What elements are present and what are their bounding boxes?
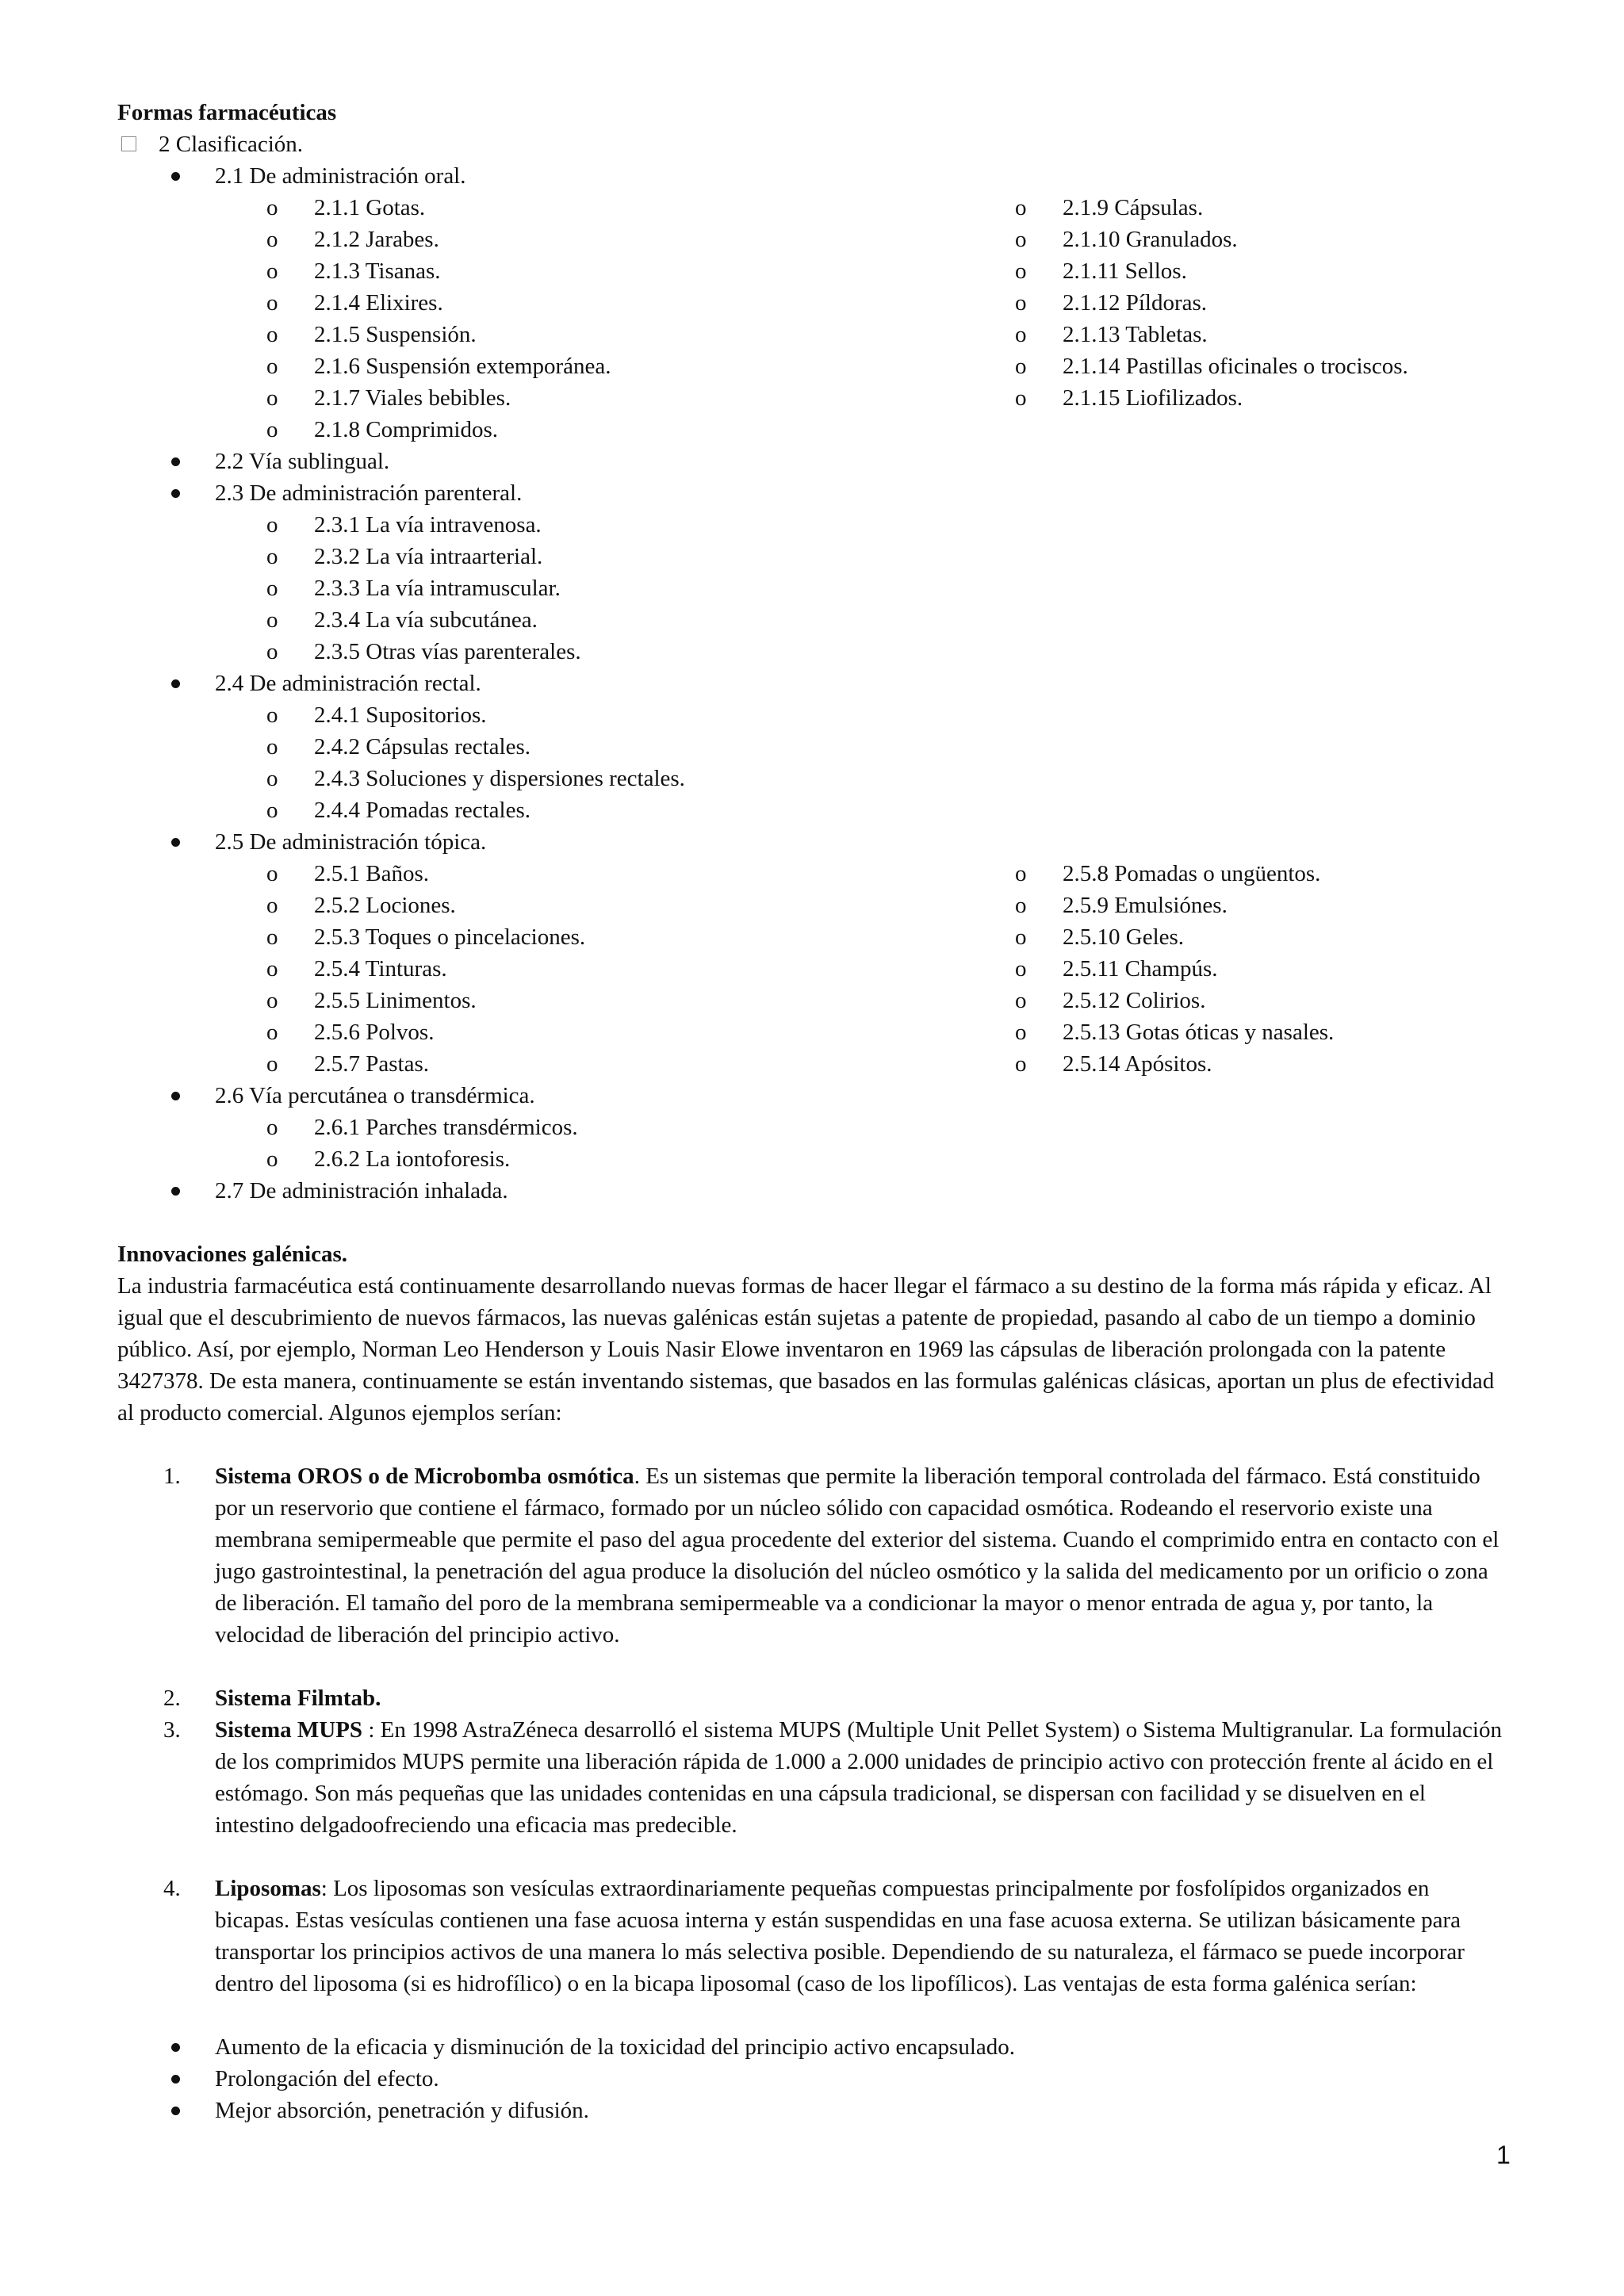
innovaciones-heading: Innovaciones galénicas. [117, 1242, 348, 1267]
circle-bullet-icon: o [266, 544, 278, 569]
list-item: 2.4.1 Supositorios. [314, 702, 487, 728]
list-item: 2.1.11 Sellos. [1063, 258, 1187, 284]
square-bullet-icon [121, 136, 136, 151]
list-item: 2.5.12 Colirios. [1063, 988, 1206, 1013]
list-item: 2.1.12 Píldoras. [1063, 290, 1208, 316]
list-item: 2.3.3 La vía intramuscular. [314, 576, 561, 601]
circle-bullet-icon: o [266, 1146, 278, 1172]
list-item: 2.1.13 Tabletas. [1063, 322, 1208, 347]
list-item: 2.5.6 Polvos. [314, 1020, 435, 1045]
circle-bullet-icon: o [266, 195, 278, 220]
circle-bullet-icon: o [266, 322, 278, 347]
transdermica-heading: 2.6 Vía percutánea o transdérmica. [215, 1083, 535, 1108]
circle-bullet-icon: o [266, 798, 278, 823]
circle-bullet-icon: o [266, 290, 278, 316]
list-item: 2.6.2 La iontoforesis. [314, 1146, 511, 1172]
innovaciones-intro: La industria farmacéutica está continuamente desarrollando nuevas formas de hacer llegar el fármaco a su destino de la forma más rápida y eficaz. Al igual que el descubrimiento de nuevos fármacos, las nuevas galénicas están sujetas a patente de propiedad, pasando al cabo de un tiempo a dominio público. Así, por ejemplo, Norman Leo Henderson y Louis Nasir Elowe inventaron en 1969 las cápsulas de liberación prolongada con la patente 3427378. De esta manera, continuamente se están inventando sistemas, que basados en las formulas galénicas clásicas, aportan un plus de efectividad al producto comercial. Algunos ejemplos serían: [117, 1273, 1495, 1425]
bullet-icon [171, 2107, 180, 2115]
circle-bullet-icon: o [266, 607, 278, 633]
circle-bullet-icon: o [266, 227, 278, 252]
ventaja-item: Aumento de la eficacia y disminución de la toxicidad del principio activo encapsulado. [215, 2034, 1016, 2060]
list-item: 2.1.4 Elixires. [314, 290, 443, 316]
list-item: 2.1.5 Suspensión. [314, 322, 477, 347]
list-item: 2.1.14 Pastillas oficinales o trociscos. [1063, 354, 1408, 379]
circle-bullet-icon: o [1015, 227, 1027, 252]
circle-bullet-icon: o [266, 1051, 278, 1077]
list-item: 2.1.3 Tisanas. [314, 258, 441, 284]
bullet-icon [171, 172, 180, 181]
list-item: 2.4.3 Soluciones y dispersiones rectales. [314, 766, 685, 791]
list-item: 2.1.8 Comprimidos. [314, 417, 499, 442]
circle-bullet-icon: o [1015, 322, 1027, 347]
circle-bullet-icon: o [266, 576, 278, 601]
circle-bullet-icon: o [1015, 1020, 1027, 1045]
bullet-icon [171, 838, 180, 847]
list-item: 2.5.3 Toques o pincelaciones. [314, 924, 586, 950]
list-item: 2.5.8 Pomadas o ungüentos. [1063, 861, 1321, 886]
innovation-name: Liposomas [215, 1876, 321, 1901]
circle-bullet-icon: o [266, 1020, 278, 1045]
bullet-icon [171, 489, 180, 498]
list-item: 2.5.11 Champús. [1063, 956, 1218, 982]
list-item: 2.3.4 La vía subcutánea. [314, 607, 538, 633]
innovation-name: Sistema MUPS [215, 1717, 363, 1743]
innovation-item-liposomas [215, 1873, 1507, 1999]
list-item: 2.5.1 Baños. [314, 861, 429, 886]
list-item: 2.3.5 Otras vías parenterales. [314, 639, 581, 664]
circle-bullet-icon: o [266, 385, 278, 411]
circle-bullet-icon: o [266, 766, 278, 791]
page-number: 1 [1496, 2141, 1511, 2169]
circle-bullet-icon: o [1015, 290, 1027, 316]
ventaja-item: Prolongación del efecto. [215, 2066, 439, 2091]
list-item: 2.4.2 Cápsulas rectales. [314, 734, 531, 760]
circle-bullet-icon: o [266, 512, 278, 538]
list-number: 1. [163, 1464, 181, 1489]
oral-heading: 2.1 De administración oral. [215, 163, 466, 189]
bullet-icon [171, 1092, 180, 1100]
list-item: 2.5.4 Tinturas. [314, 956, 447, 982]
circle-bullet-icon: o [266, 988, 278, 1013]
list-item: 2.5.9 Emulsiónes. [1063, 893, 1228, 918]
list-number: 3. [163, 1717, 181, 1743]
list-item: 2.1.7 Viales bebibles. [314, 385, 511, 411]
list-item: 2.4.4 Pomadas rectales. [314, 798, 531, 823]
list-item: 2.1.2 Jarabes. [314, 227, 439, 252]
innovation-description: . Es un sistemas que permite la liberación temporal controlada del fármaco. Está constituido por un reservorio que contiene el fármaco, formado por un núcleo sólido con capacidad osmótica. Rodeando el reservorio existe una membrana semipermeable que permite el paso del agua procedente del exterior del sistema. Cuando el comprimido entra en contacto con el jugo gastrointestinal, la penetración del agua produce la disolución del núcleo osmótico y la salida del medicamento por un orificio o zona de liberación. El tamaño del poro de la membrana semipermeable va a condicionar la mayor o menor entrada de agua y, por tanto, la velocidad de liberación del principio activo. [215, 1464, 1500, 1647]
rectal-heading: 2.4 De administración rectal. [215, 671, 481, 696]
circle-bullet-icon: o [266, 734, 278, 760]
list-item: 2.3.2 La vía intraarterial. [314, 544, 543, 569]
list-item: 2.5.13 Gotas óticas y nasales. [1063, 1020, 1335, 1045]
circle-bullet-icon: o [266, 861, 278, 886]
list-item: 2.5.7 Pastas. [314, 1051, 429, 1077]
circle-bullet-icon: o [1015, 258, 1027, 284]
list-item: 2.1.9 Cápsulas. [1063, 195, 1204, 220]
list-number: 4. [163, 1876, 181, 1901]
innovation-item-mups [215, 1714, 1507, 1841]
circle-bullet-icon: o [1015, 893, 1027, 918]
list-item: 2.1.6 Suspensión extemporánea. [314, 354, 611, 379]
circle-bullet-icon: o [1015, 354, 1027, 379]
circle-bullet-icon: o [1015, 861, 1027, 886]
topica-heading: 2.5 De administración tópica. [215, 829, 487, 855]
bullet-icon [171, 457, 180, 466]
circle-bullet-icon: o [1015, 1051, 1027, 1077]
sublingual-heading: 2.2 Vía sublingual. [215, 449, 390, 474]
innovation-description: : En 1998 AstraZéneca desarrolló el sistema MUPS (Multiple Unit Pellet System) o Sistema Multigranular. La formulación de los comprimidos MUPS permite una liberación rápida de 1.000 a 2.000 unidades de principio activo con protección frente al ácido en el estómago. Son más pequeñas que las unidades contenidas en una cápsula tradicional, se dispersan con facilidad y se disuelven en el intestino delgadoofreciendo una eficacia mas predecible. [215, 1717, 1502, 1838]
innovation-name: Sistema Filmtab. [215, 1686, 381, 1711]
innovation-item-oros [215, 1460, 1507, 1651]
circle-bullet-icon: o [1015, 956, 1027, 982]
list-item: 2.5.2 Lociones. [314, 893, 456, 918]
clasificacion-heading: 2 Clasificación. [159, 132, 304, 157]
bullet-icon [171, 2075, 180, 2084]
circle-bullet-icon: o [266, 924, 278, 950]
list-item: 2.1.10 Granulados. [1063, 227, 1238, 252]
bullet-icon [171, 1187, 180, 1196]
innovation-name: Sistema OROS o de Microbomba osmótica [215, 1464, 634, 1489]
list-item: 2.1.15 Liofilizados. [1063, 385, 1243, 411]
circle-bullet-icon: o [266, 1115, 278, 1140]
bullet-icon [171, 2043, 180, 2052]
innovation-description: : Los liposomas son vesículas extraordinariamente pequeñas compuestas principalmente por fosfolípidos organizados en bicapas. Estas vesículas contienen una fase acuosa interna y están suspendidas en una fase acuosa externa. Se utilizan básicamente para transportar los principios activos de una manera lo más selectiva posible. Dependiendo de su naturaleza, el fármaco se puede incorporar dentro del liposoma (si es hidrofílico) o en la bicapa liposomal (caso de los lipofílicos). Las ventajas de esta forma galénica serían: [215, 1876, 1465, 1996]
circle-bullet-icon: o [266, 258, 278, 284]
circle-bullet-icon: o [1015, 195, 1027, 220]
circle-bullet-icon: o [266, 417, 278, 442]
inhalada-heading: 2.7 De administración inhalada. [215, 1178, 508, 1203]
circle-bullet-icon: o [1015, 988, 1027, 1013]
circle-bullet-icon: o [266, 893, 278, 918]
circle-bullet-icon: o [1015, 385, 1027, 411]
innovation-item-filmtab [215, 1682, 1507, 1714]
bullet-icon [171, 679, 180, 688]
circle-bullet-icon: o [1015, 924, 1027, 950]
list-item: 2.5.5 Linimentos. [314, 988, 477, 1013]
document-title: Formas farmacéuticas [117, 100, 337, 125]
list-item: 2.1.1 Gotas. [314, 195, 426, 220]
list-item: 2.5.14 Apósitos. [1063, 1051, 1212, 1077]
ventaja-item: Mejor absorción, penetración y difusión. [215, 2098, 589, 2123]
circle-bullet-icon: o [266, 702, 278, 728]
list-item: 2.6.1 Parches transdérmicos. [314, 1115, 578, 1140]
list-item: 2.5.10 Geles. [1063, 924, 1185, 950]
circle-bullet-icon: o [266, 354, 278, 379]
circle-bullet-icon: o [266, 639, 278, 664]
list-number: 2. [163, 1686, 181, 1711]
list-item: 2.3.1 La vía intravenosa. [314, 512, 542, 538]
parenteral-heading: 2.3 De administración parenteral. [215, 480, 523, 506]
circle-bullet-icon: o [266, 956, 278, 982]
